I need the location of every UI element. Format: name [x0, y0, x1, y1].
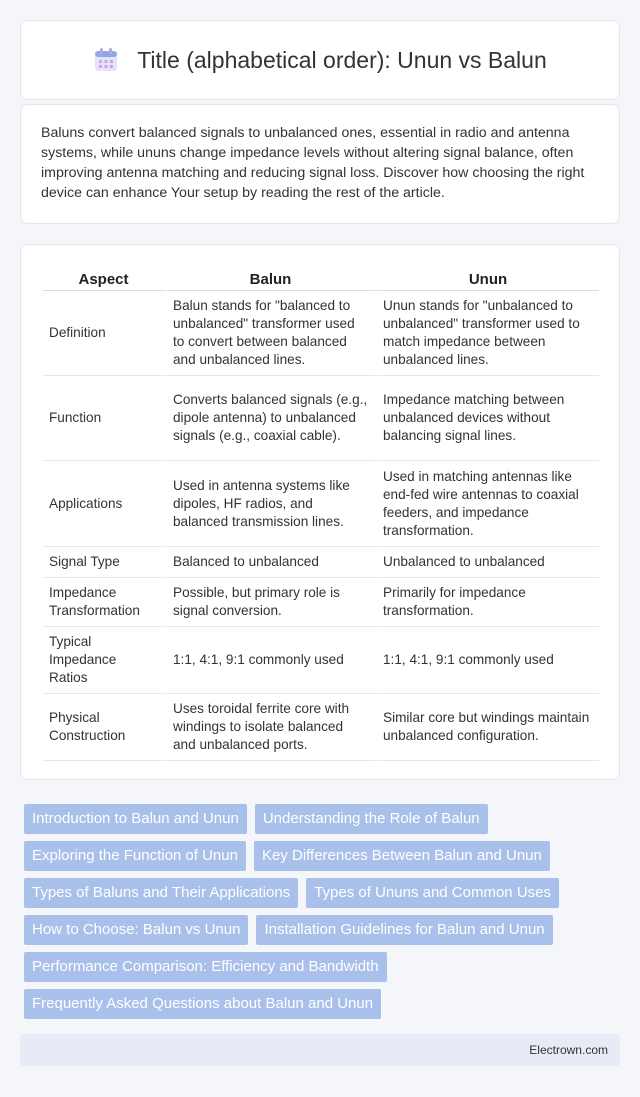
table-cell-balun: Possible, but primary role is signal conversion. — [167, 578, 377, 627]
table-cell-aspect: Signal Type — [43, 547, 167, 578]
table-cell-balun: 1:1, 4:1, 9:1 commonly used — [167, 627, 377, 694]
calendar-icon — [93, 47, 119, 73]
footer-brand: Electrown.com — [529, 1043, 608, 1057]
footer — [20, 1034, 620, 1066]
table-cell-aspect: Definition — [43, 291, 167, 376]
comparison-table — [43, 265, 599, 761]
table-cell-aspect: Applications — [43, 461, 167, 547]
table-row — [43, 578, 599, 627]
topic-tag-link[interactable]: Types of Baluns and Their Applications — [24, 878, 298, 908]
table-cell-unun: Similar core but windings maintain unbalanced configuration. — [377, 694, 599, 761]
table-cell-aspect: Function — [43, 376, 167, 461]
table-cell-aspect: Physical Construction — [43, 694, 167, 761]
topic-tag-link[interactable]: Introduction to Balun and Unun — [24, 804, 247, 834]
table-row — [43, 627, 599, 694]
table-header-aspect: Aspect — [43, 265, 167, 291]
table-cell-unun: Unun stands for "unbalanced to unbalanced" transformer used to match impedance between unbalanced lines. — [377, 291, 599, 376]
table-row — [43, 547, 599, 578]
table-cell-unun: Used in matching antennas like end-fed wire antennas to coaxial feeders, and impedance transformation. — [377, 461, 599, 547]
table-header-unun: Unun — [377, 265, 599, 291]
table-cell-balun: Used in antenna systems like dipoles, HF radios, and balanced transmission lines. — [167, 461, 377, 547]
topic-tag-link[interactable]: Frequently Asked Questions about Balun and Unun — [24, 989, 381, 1019]
topic-tag-link[interactable]: Installation Guidelines for Balun and Unun — [256, 915, 552, 945]
table-row — [43, 376, 599, 461]
topic-tag-link[interactable]: Exploring the Function of Unun — [24, 841, 246, 871]
table-cell-balun: Balanced to unbalanced — [167, 547, 377, 578]
table-cell-unun: 1:1, 4:1, 9:1 commonly used — [377, 627, 599, 694]
title-card — [20, 20, 620, 100]
table-header-balun: Balun — [167, 265, 377, 291]
topic-tag-link[interactable]: Key Differences Between Balun and Unun — [254, 841, 550, 871]
table-cell-aspect: Impedance Transformation — [43, 578, 167, 627]
intro-card — [20, 104, 620, 224]
table-row — [43, 291, 599, 376]
table-cell-unun: Impedance matching between unbalanced devices without balancing signal lines. — [377, 376, 599, 461]
table-cell-balun: Balun stands for "balanced to unbalanced" transformer used to convert between balanced and unbalanced lines. — [167, 291, 377, 376]
comparison-table-card — [20, 244, 620, 780]
table-row — [43, 461, 599, 547]
table-cell-unun: Unbalanced to unbalanced — [377, 547, 599, 578]
table-row — [43, 694, 599, 761]
table-cell-balun: Converts balanced signals (e.g., dipole antenna) to unbalanced signals (e.g., coaxial cable). — [167, 376, 377, 461]
table-cell-unun: Primarily for impedance transformation. — [377, 578, 599, 627]
table-header-row — [43, 265, 599, 291]
table-cell-balun: Uses toroidal ferrite core with windings to isolate balanced and unbalanced ports. — [167, 694, 377, 761]
topic-tags — [24, 804, 620, 1026]
page-title: Title (alphabetical order): Unun vs Balun — [137, 46, 547, 73]
intro-text: Baluns convert balanced signals to unbalanced ones, essential in radio and antenna systems, while ununs change impedance levels without altering signal balance, often improving antenna matching and reducing signal loss. Discover how choosing the right device can enhance Your setup by reading the rest of the article. — [41, 125, 585, 201]
table-cell-aspect: Typical Impedance Ratios — [43, 627, 167, 694]
topic-tag-link[interactable]: Types of Ununs and Common Uses — [306, 878, 559, 908]
topic-tag-link[interactable]: Understanding the Role of Balun — [255, 804, 488, 834]
topic-tag-link[interactable]: How to Choose: Balun vs Unun — [24, 915, 248, 945]
topic-tag-link[interactable]: Performance Comparison: Efficiency and Bandwidth — [24, 952, 387, 982]
